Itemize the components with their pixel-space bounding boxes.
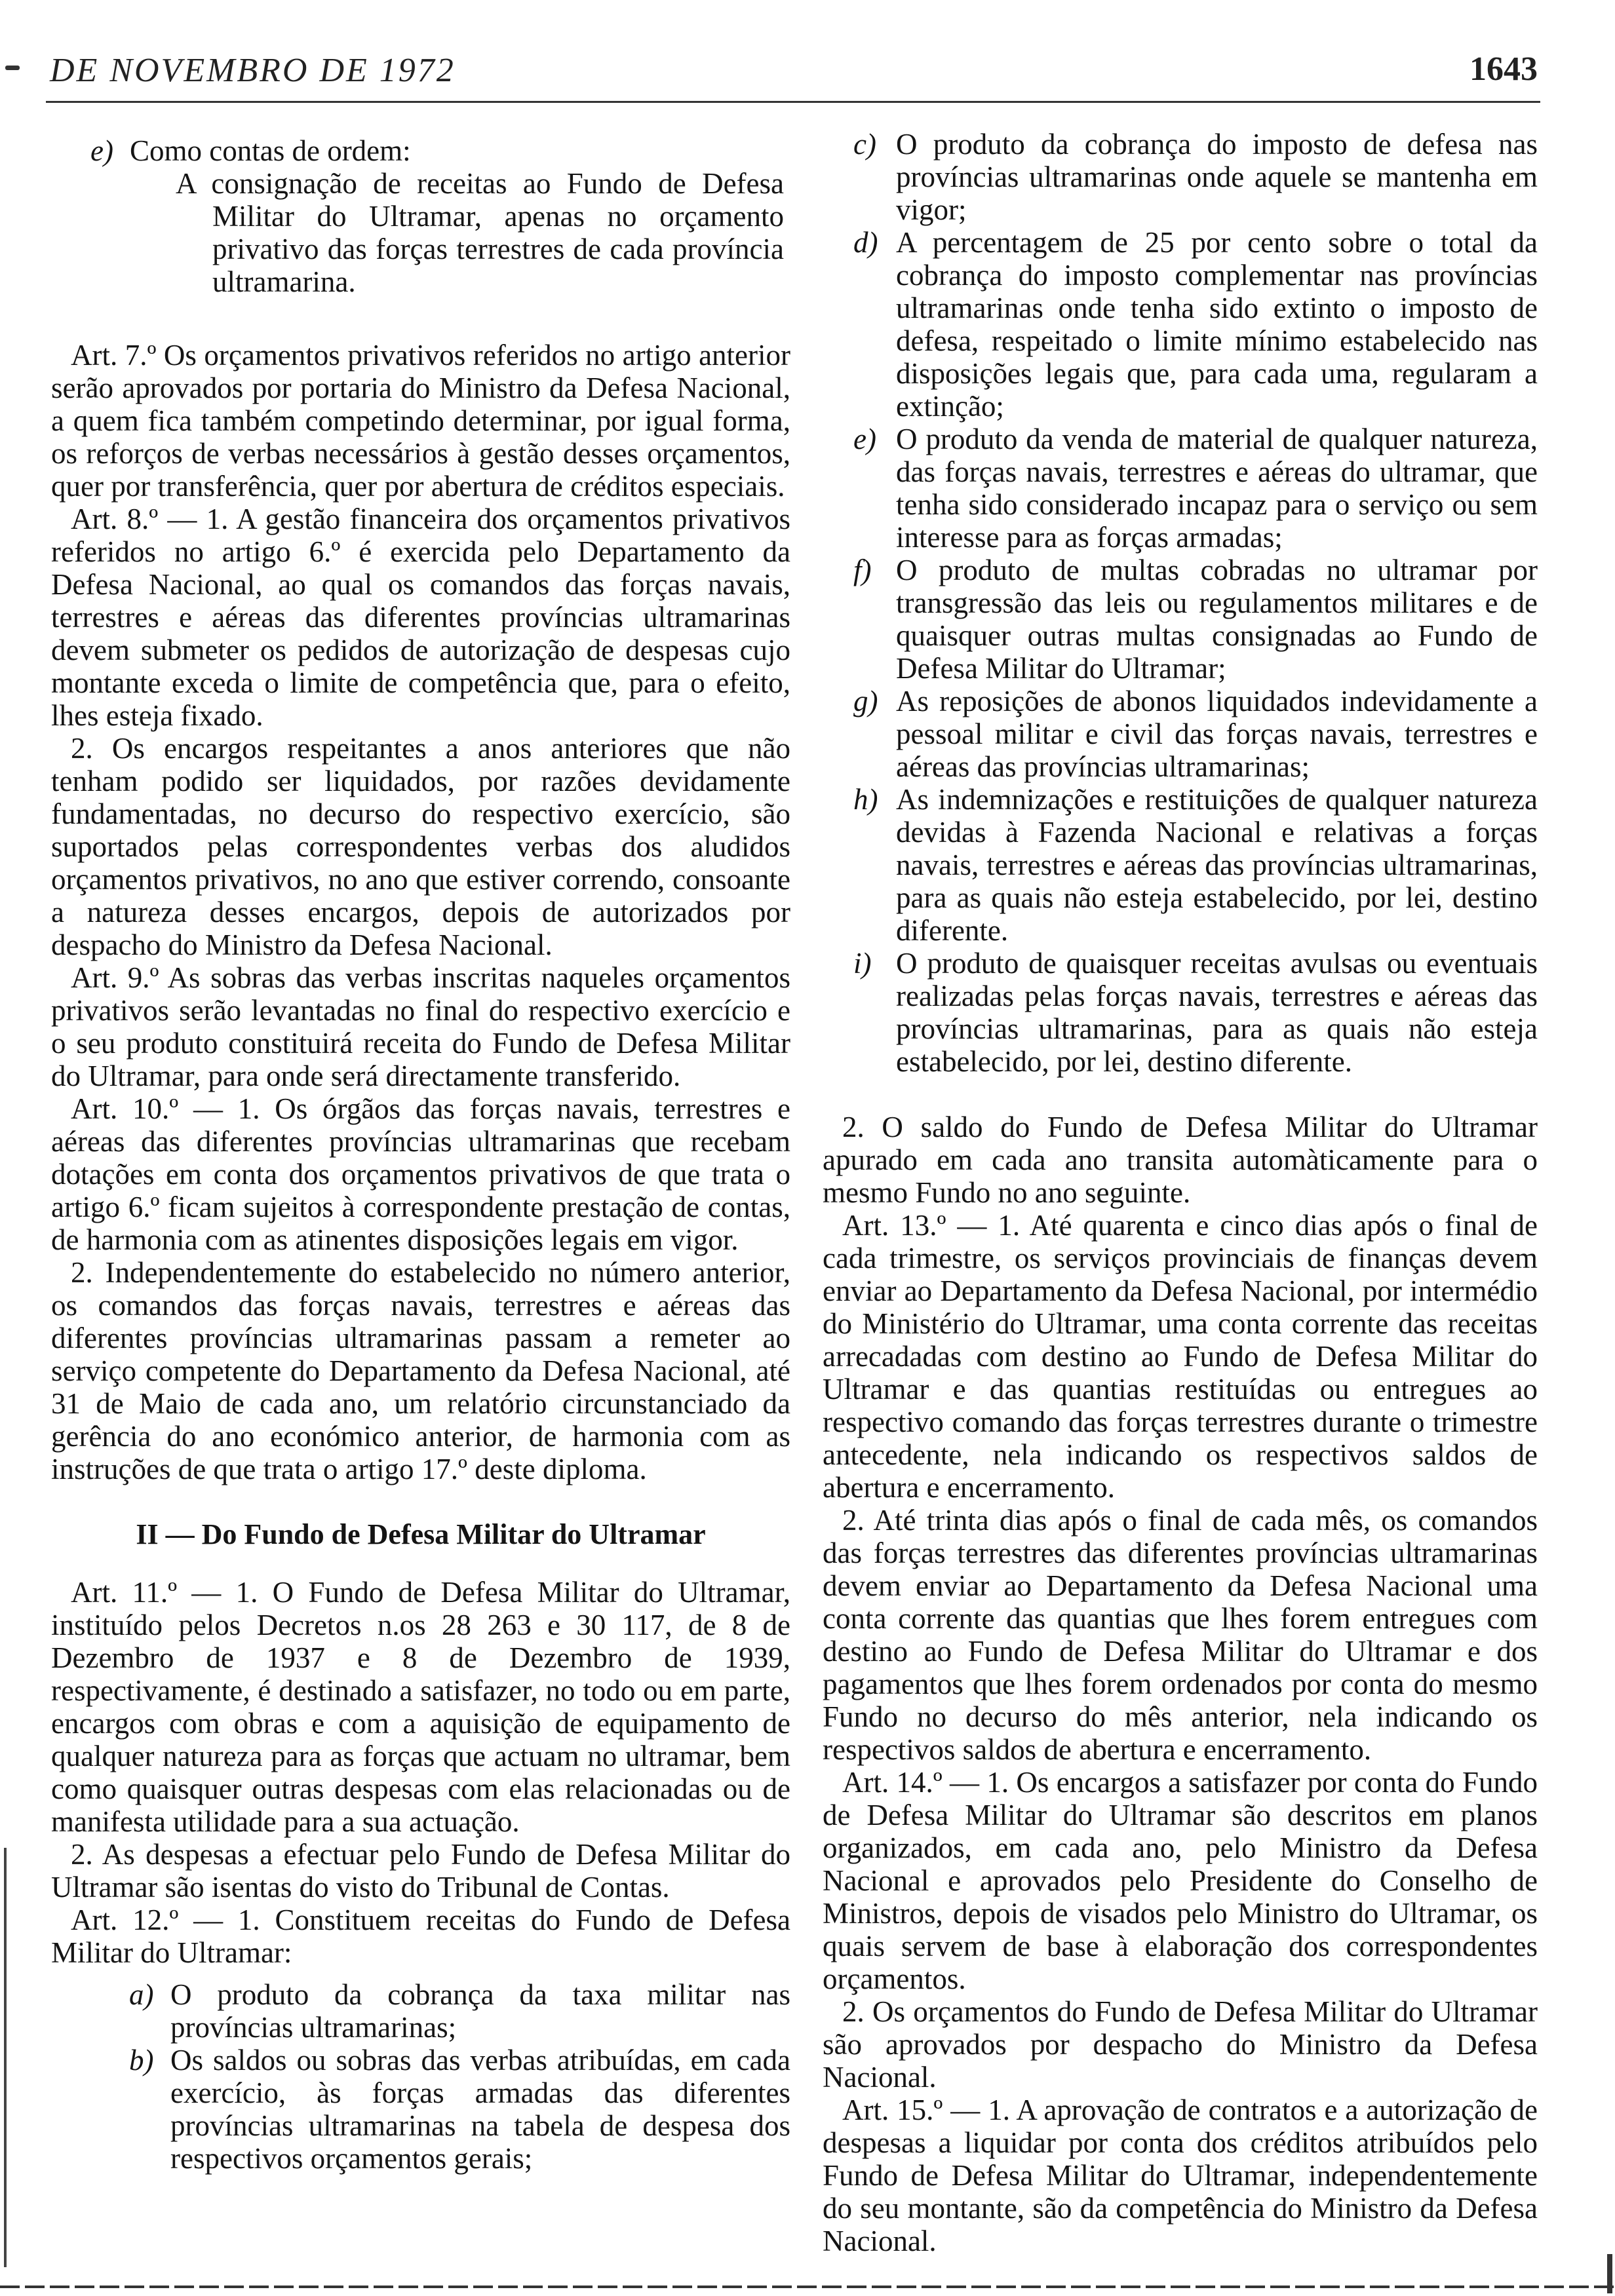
article-paragraph: 2. Independentemente do estabelecido no número anterior, os comandos das forças navais, terrestres e aéreas das diferentes províncias ultramarinas passam a remeter ao serviço competente do Departamento da Defesa Nacional, até 31 de Maio de cada ano, um relatório circunstanciado da gerência do ano económico anterior, de harmonia com as instruções de que trata o artigo 17.º deste diploma. [51, 1256, 790, 1485]
article-paragraph: Art. 14.º — 1. Os encargos a satisfazer por conta do Fundo de Defesa Militar do Ultramar são descritos em planos organizados, em cada ano, pelo Ministro da Defesa Nacional e aprovados pelo Presidente do Conselho de Ministros, depois de visados pelo Ministro do Ultramar, os quais servem de base à elaboração dos correspondentes orçamentos. [823, 1766, 1538, 1995]
list-item-text: As reposições de abonos liquidados indevidamente a pessoal militar e civil das forças navais, terrestres e aéreas das províncias ultramarinas; [896, 685, 1538, 783]
list-item-text: O produto da venda de material de qualquer natureza, das forças navais, terrestres e aéreas do ultramar, que tenha sido considerado incapaz para o serviço ou sem interesse para as forças armadas; [896, 423, 1538, 554]
list-item-text: As indemnizações e restituições de qualquer natureza devidas à Fazenda Nacional e relativas a forças navais, terrestres e aéreas das províncias ultramarinas, para as quais não esteja estabelecido, por lei, destino diferente. [896, 783, 1538, 947]
article-paragraph: 2. O saldo do Fundo de Defesa Militar do Ultramar apurado em cada ano transita automàticamente para o mesmo Fundo no ano seguinte. [823, 1111, 1538, 1209]
scan-edge-left [4, 1848, 7, 2267]
list-item [823, 226, 1538, 423]
page-number: 1643 [1469, 50, 1538, 88]
scan-edge-bottom [0, 2286, 1615, 2288]
article-paragraph: Art. 7.º Os orçamentos privativos referidos no artigo anterior serão aprovados por portaria do Ministro da Defesa Nacional, a quem fica também competindo determinar, por igual forma, os reforços de verbas necessários à gestão desses orçamentos, quer por transferência, quer por abertura de créditos especiais. [51, 339, 790, 503]
list-item-label: f) [853, 554, 872, 586]
list-item-text: O produto de quaisquer receitas avulsas ou eventuais realizadas pelas forças navais, terrestres e aéreas das províncias ultramarinas, para as quais não esteja estabelecido, por lei, destino diferente. [896, 947, 1538, 1078]
list-item [51, 134, 790, 167]
list-item-label: e) [853, 423, 876, 455]
section-heading: II — Do Fundo de Defesa Militar do Ultramar [136, 1518, 706, 1550]
header-rule [46, 101, 1540, 103]
list-item-text: O produto de multas cobradas no ultramar por transgressão das leis ou regulamentos militares e de quaisquer outras multas consignadas ao Fundo de Defesa Militar do Ultramar; [896, 554, 1538, 685]
list-item-text: O produto da cobrança do imposto de defesa nas províncias ultramarinas onde aquele se mantenha em vigor; [896, 128, 1538, 226]
article-paragraph: 2. Até trinta dias após o final de cada mês, os comandos das forças terrestres das diferentes províncias ultramarinas devem enviar ao Departamento da Defesa Nacional uma conta corrente das quantias que lhes forem entregues com destino ao Fundo de Defesa Militar do Ultramar e dos pagamentos que lhes forem ordenados por conta do mesmo Fundo no decurso do mês anterior, nela indicando os respectivos saldos de abertura e encerramento. [823, 1504, 1538, 1766]
article-paragraph: 2. As despesas a efectuar pelo Fundo de Defesa Militar do Ultramar são isentas do visto do Tribunal de Contas. [51, 1838, 790, 1904]
page-header-date: DE NOVEMBRO DE 1972 [50, 52, 456, 89]
article-paragraph: 2. Os orçamentos do Fundo de Defesa Militar do Ultramar são aprovados por despacho do Ministro da Defesa Nacional. [823, 1995, 1538, 2094]
article-paragraph: Art. 11.º — 1. O Fundo de Defesa Militar do Ultramar, instituído pelos Decretos n.os 28 263 e 30 117, de 8 de Dezembro de 1937 e 8 de Dezembro de 1939, respectivamente, é destinado a satisfazer, no todo ou em parte, encargos com obras e com a aquisição de equipamento de qualquer natureza para as forças que actuam no ultramar, bem como quaisquer outras despesas com elas relacionadas ou de manifesta utilidade para a sua actuação. [51, 1576, 790, 1838]
list-item [51, 2044, 790, 2175]
right-column [823, 128, 1538, 2257]
scan-edge-right [1607, 2254, 1612, 2293]
list-item-text: Os saldos ou sobras das verbas atribuídas, em cada exercício, às forças armadas das diferentes províncias ultramarinas na tabela de despesa dos respectivos orçamentos gerais; [170, 2044, 790, 2175]
list-item-label: b) [129, 2044, 154, 2076]
list-item-label: i) [853, 947, 872, 980]
list-item-label: a) [129, 1978, 154, 2011]
article-paragraph: Art. 9.º As sobras das verbas inscritas naqueles orçamentos privativos serão levantadas no final do respectivo exercício e o seu produto constituirá receita do Fundo de Defesa Militar do Ultramar, para onde será directamente transferido. [51, 961, 790, 1092]
list-item [823, 783, 1538, 947]
list-item [823, 423, 1538, 554]
list-item-label: h) [853, 783, 878, 816]
list-item [51, 1978, 790, 2044]
scan-mark [5, 66, 20, 70]
list-item-label: d) [853, 226, 878, 259]
list-item-label: g) [853, 685, 878, 718]
article-paragraph: Art. 8.º — 1. A gestão financeira dos orçamentos privativos referidos no artigo 6.º é exercida pelo Departamento da Defesa Nacional, ao qual os comandos das forças navais, terrestres e aéreas das diferentes províncias ultramarinas devem submeter os pedidos de autorização de despesas cujo montante exceda o limite de competência que, para o efeito, lhes esteja fixado. [51, 503, 790, 732]
article-paragraph: Art. 13.º — 1. Até quarenta e cinco dias após o final de cada trimestre, os serviços provinciais de finanças devem enviar ao Departamento da Defesa Nacional, por intermédio do Ministério do Ultramar, uma conta corrente das receitas arrecadadas com destino ao Fundo de Defesa Militar do Ultramar e das quantias restituídas ou entregues ao respectivo comando das forças terrestres durante o trimestre antecedente, nela indicando os respectivos saldos de abertura e encerramento. [823, 1209, 1538, 1504]
article-paragraph: Art. 10.º — 1. Os órgãos das forças navais, terrestres e aéreas das diferentes províncias ultramarinas que recebam dotações em conta dos orçamentos privativos de que trata o artigo 6.º ficam sujeitos à correspondente prestação de contas, de harmonia com as atinentes disposições legais em vigor. [51, 1092, 790, 1256]
list-item-text: A percentagem de 25 por cento sobre o total da cobrança do imposto complementar nas províncias ultramarinas onde tenha sido extinto o imposto de defesa, respeitado o limite mínimo estabelecido nas disposições legais que, para cada uma, regularam a extinção; [896, 226, 1538, 423]
article-paragraph: Art. 12.º — 1. Constituem receitas do Fundo de Defesa Militar do Ultramar: [51, 1904, 790, 1969]
list-item-text: Como contas de ordem: [130, 134, 411, 167]
list-item-label: c) [853, 128, 876, 161]
list-item [823, 128, 1538, 226]
article-paragraph: 2. Os encargos respeitantes a anos anteriores que não tenham podido ser liquidados, por razões devidamente fundamentadas, no decurso do respectivo exercício, são suportados pelas correspondentes verbas dos aludidos orçamentos privativos, no ano que estiver correndo, consoante a natureza desses encargos, depois de autorizados por despacho do Ministro da Defesa Nacional. [51, 732, 790, 961]
list-item [823, 947, 1538, 1078]
indented-paragraph: A consignação de receitas ao Fundo de Defesa Militar do Ultramar, apenas no orçamento privativo das forças terrestres de cada província ultramarina. [176, 167, 784, 298]
list-item-text: O produto da cobrança da taxa militar nas províncias ultramarinas; [170, 1978, 790, 2044]
list-item [823, 685, 1538, 783]
list-item [823, 554, 1538, 685]
list-item-label: e) [90, 134, 113, 167]
left-column [51, 134, 790, 2175]
article-paragraph: Art. 15.º — 1. A aprovação de contratos e a autorização de despesas a liquidar por conta dos créditos atribuídos pelo Fundo de Defesa Militar do Ultramar, independentemente do seu montante, são da competência do Ministro da Defesa Nacional. [823, 2094, 1538, 2257]
